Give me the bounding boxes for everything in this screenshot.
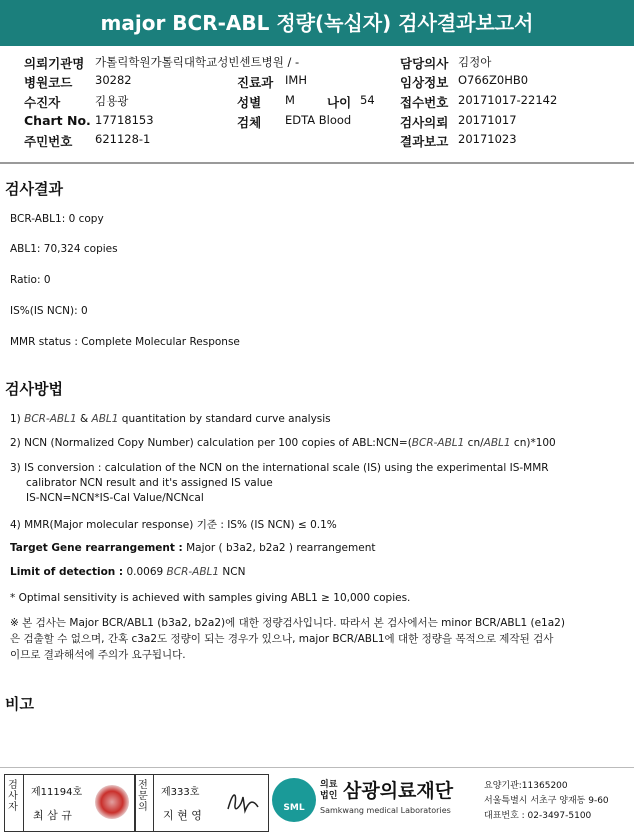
- sex-label: 성별: [237, 95, 262, 110]
- result-mmr-status: MMR status : Complete Molecular Response: [10, 336, 240, 348]
- report-value: 20171023: [458, 132, 517, 146]
- result-abl1: ABL1: 70,324 copies: [10, 243, 118, 255]
- receipt-value: 20171017-22142: [458, 93, 558, 107]
- specimen-label: 검체: [237, 115, 262, 130]
- examiner-vertical-label: 검사자: [8, 780, 18, 813]
- result-bcr-abl1: BCR-ABL1: 0 copy: [10, 213, 104, 225]
- institution-label: 의뢰기관명: [24, 56, 85, 71]
- id-label: 주민번호: [24, 134, 73, 149]
- specialist-signature: [225, 787, 261, 817]
- specialist-separator: [153, 775, 154, 831]
- clinical-value: O766Z0HB0: [458, 73, 529, 87]
- org-address: 서울특별시 서초구 양재동 9-60: [484, 796, 609, 806]
- institution-value: 가톨릭학원가톨릭대학교성빈센트병원 / -: [95, 55, 300, 69]
- note-major-line3: 이므로 결과해석에 주의가 요구됩니다.: [10, 649, 186, 661]
- org-phone: 대표번호 : 02-3497-5100: [484, 811, 592, 821]
- org-english-name: Samkwang medical Laboratories: [320, 806, 451, 815]
- results-heading: 검사결과: [5, 180, 63, 198]
- hospital-code-value: 30282: [95, 73, 132, 87]
- dept-label: 진료과: [237, 75, 274, 90]
- method-2-b: cn/: [464, 437, 484, 449]
- specialist-name: 지 현 영: [163, 809, 202, 822]
- note-major-line2: 은 검출할 수 없으며, 간혹 c3a2도 정량이 되는 경우가 있으나, major BCR/ABL1에 대한 정량을 목적으로 제작된 검사: [10, 633, 554, 645]
- footer: [0, 772, 634, 839]
- age-label: 나이: [327, 95, 352, 110]
- method-item-3-line3: IS-NCN=NCN*IS-Cal Value/NCNcal: [26, 492, 204, 504]
- method-1-gene2: ABL1: [91, 413, 119, 425]
- method-1-amp: &: [76, 413, 92, 425]
- chart-label: Chart No.: [24, 113, 91, 128]
- collector-value: 김용광: [95, 94, 129, 108]
- result-is-percent: IS%(IS NCN): 0: [10, 305, 88, 317]
- examiner-seal: [95, 785, 129, 819]
- collector-label: 수진자: [24, 95, 61, 110]
- target-gene-value: Major ( b3a2, b2a2 ) rearrangement: [182, 542, 376, 554]
- dept-value: IMH: [285, 73, 307, 87]
- request-value: 20171017: [458, 113, 517, 127]
- method-1-gene1: BCR-ABL1: [24, 413, 77, 425]
- examiner-name: 최 삼 규: [33, 809, 72, 822]
- method-item-4: 4) MMR(Major molecular response) 기준 : IS% (IS NCN) ≤ 0.1%: [10, 519, 337, 531]
- request-label: 검사의뢰: [400, 115, 449, 130]
- lod-value-a: 0.0069: [123, 566, 167, 578]
- examiner-separator: [23, 775, 24, 831]
- sml-logo-icon: [272, 778, 316, 822]
- note-major-line1: ※ 본 검사는 Major BCR/ABL1 (b3a2, b2a2)에 대한 정량검사입니다. 따라서 본 검사에서는 minor BCR/ABL1 (e1a2): [10, 617, 565, 629]
- report-title: major BCR-ABL 정량(녹십자) 검사결과보고서: [0, 0, 634, 46]
- footer-divider: [0, 767, 634, 768]
- method-item-1: [10, 413, 331, 425]
- method-item-3-line1: 3) IS conversion : calculation of the NCN on the international scale (IS) using the experimental IS-MMR: [10, 462, 549, 474]
- doctor-label: 담당의사: [400, 56, 449, 71]
- specimen-value: EDTA Blood: [285, 113, 352, 127]
- specialist-license: 제333호: [161, 787, 200, 798]
- info-row-1: [0, 54, 634, 72]
- limit-of-detection: [10, 566, 245, 578]
- info-row-4: [0, 113, 634, 131]
- examiner-license: 제11194호: [31, 787, 83, 798]
- examiner-box: [4, 774, 136, 832]
- method-2-gene1: BCR-ABL1: [411, 437, 465, 449]
- info-row-5: [0, 132, 634, 150]
- method-1-prefix: 1): [10, 413, 25, 425]
- method-item-2: [10, 437, 556, 449]
- org-name: 삼광의료재단: [343, 780, 454, 802]
- lod-label: Limit of detection :: [10, 566, 124, 578]
- id-value: 621128-1: [95, 132, 151, 146]
- method-heading: 검사방법: [5, 380, 63, 398]
- report-label: 결과보고: [400, 134, 449, 149]
- method-item-3-line2: calibrator NCN result and it's assigned IS value: [26, 477, 273, 489]
- remarks-heading: 비고: [5, 695, 34, 713]
- care-institution-no: 요양기관:11365200: [484, 781, 568, 791]
- org-type-line1: 의료: [320, 780, 338, 790]
- sex-value: M: [285, 93, 295, 107]
- org-type-label: [320, 780, 337, 802]
- header-divider: [0, 162, 634, 164]
- method-2-a: 2) NCN (Normalized Copy Number) calculation per 100 copies of ABL:NCN=(: [10, 437, 412, 449]
- lod-gene: BCR-ABL1: [166, 566, 220, 578]
- note-sensitivity: * Optimal sensitivity is achieved with samples giving ABL1 ≥ 10,000 copies.: [10, 592, 411, 604]
- method-2-gene2: ABL1: [483, 437, 511, 449]
- doctor-value: 김정아: [458, 55, 492, 69]
- specialist-vertical-label: 전문의: [138, 780, 148, 813]
- info-row-2: [0, 73, 634, 91]
- patient-info: [0, 52, 634, 162]
- receipt-label: 접수번호: [400, 95, 449, 110]
- specialist-box: [134, 774, 269, 832]
- hospital-code-label: 병원코드: [24, 75, 73, 90]
- clinical-label: 임상정보: [400, 75, 449, 90]
- result-ratio: Ratio: 0: [10, 274, 51, 286]
- target-gene-label: Target Gene rearrangement :: [10, 542, 183, 554]
- method-2-c: cn)*100: [510, 437, 556, 449]
- lod-value-b: NCN: [219, 566, 246, 578]
- age-value: 54: [360, 93, 375, 107]
- method-1-rest: quantitation by standard curve analysis: [118, 413, 331, 425]
- org-type-line2: 법인: [320, 791, 338, 801]
- sml-badge-text: SML: [283, 803, 305, 813]
- target-gene: [10, 542, 375, 554]
- chart-value: 17718153: [95, 113, 154, 127]
- info-row-3: [0, 93, 634, 111]
